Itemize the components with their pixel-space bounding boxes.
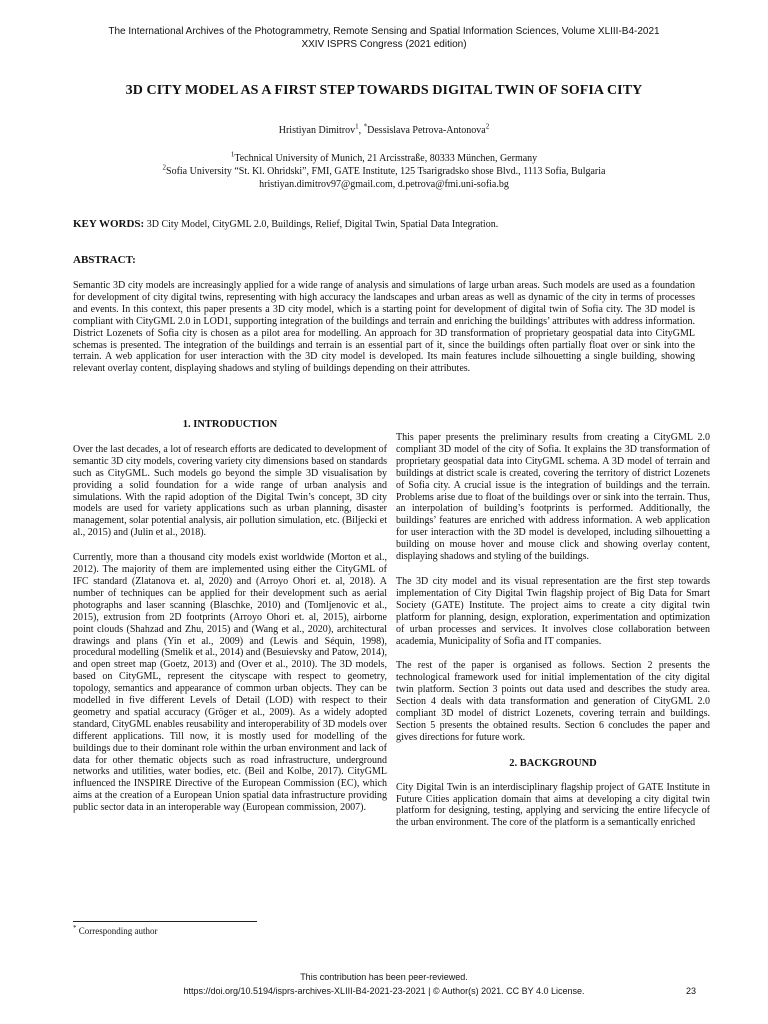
paragraph: The 3D city model and its visual representation are the first step towards implementation of City Digital Twin flagship project of Big Data for Smart Society (GATE) Institute. The project aims to create a city digital twin platform for planning, design, exploration, experimentation and optimization of urban processes and services. It involves close collaboration between academia, Municipality of Sofia and IT companies.: [396, 575, 710, 647]
paragraph: Currently, more than a thousand city models exist worldwide (Morton et al., 2012). The majority of them are implemented using either the CityGML of IFC standard (Zlatanova et. al, 2020) and (Arroyo Ohori et. al, 2018). A number of techniques can be applied for their development such as aerial photographs and laser scanning (Blaschke, 2010) and (Tomljenovic et al., 2015), extrusion from 2D footprints (Arroyo Ohori et. al, 2015), airborne point clouds (Shahzad and Zhu, 2015) and (Wang et al., 2020), architectural drawings and plans (Yin et al., 2009) and (Lewis and Séquin, 1998), procedural modelling (Smelik et al., 2014) and (Besuievsky and Patow, 2014), and open street map (Goetz, 2013) and (Over et al., 2010). The 3D models, based on CityGML, represent the cityscape with respect to geometry, topology, semantics and appearance of common urban objects. They can be modelled in five different Levels of Detail (LOD) with respect to their geometry and spatial accuracy (Gröger et al., 2009). As a widely adopted standard, CityGML enables reusability and interoperability of 3D models over different applications. Till now, it is mostly used for modelling of the buildings due to their dominant role within the urban environment and lack of data for other thematic objects such as road infrastructure, underground networks and utilities, water bodies, etc. (Beil and Kolbe, 2017). CityGML influenced the INSPIRE Directive of the European Commission (EC), which aims at the creation of a European Union spatial data infrastructure providing public sector data in an interoperable way (European commission, 2007).: [73, 552, 387, 814]
keywords: [73, 218, 695, 231]
abstract-text: Semantic 3D city models are increasingly applied for a wide range of analysis and simulations of large urban areas. Such models are used as a foundation for development of city digital twins, representing with high accuracy the landscapes and urban areas as well as dynamic of the city in terms of processes and events. In this context, this paper presents a 3D city model, which is a starting point for development of digital twin of Sofia city. The 3D model is compliant with CityGML 2.0 in LOD1, supporting integration of the buildings and terrain and enriching the buildings’ attributes with address information. District Lozenets of Sofia city is chosen as a pilot area for modelling. An approach for 3D transformation of proprietary geospatial data into CityGML schemas is presented. The integration of the buildings and terrain is an essential part of it, since the buildings often partially float over or sink into the terrain. A web application for user interaction with the 3D city model is developed. Its main features include silhouetting a single building, showing relevant overlay content, displaying shadows and styling of buildings depending on their attributes.: [73, 280, 695, 375]
section-heading-introduction: 1. INTRODUCTION: [182, 419, 278, 430]
paragraph: This paper presents the preliminary results from creating a CityGML 2.0 compliant 3D model of the city of Sofia. It explains the 3D transformation of proprietary geospatial data into CityGML schema. A 3D model of terrain and buildings at district scale is created, covering the territory of district Lozenets of Sofia city. A crucial issue is the integration of buildings and the terrain. Problems arise due to float of the buildings over or sink into the terrain. Thus, an interpolation of building’s footprints is performed. Additionally, the buildings’ features are enriched with address information. A web application for user interaction with the 3D model is developed, including silhouetting a building on mouse hover and mouse click and showing overlay content, displaying shadows and styling of the buildings.: [396, 432, 710, 563]
author-affiliation-mark: 2: [485, 122, 490, 131]
footnote-text: Corresponding author: [76, 926, 158, 936]
paragraph: Over the last decades, a lot of research efforts are dedicated to development of semantic 3D city models, covering variety city dimensions based on standards such as CityGML. Such models go beyond the simple 3D visualisation by providing a solid foundation for a wide range of urban analysis and simulations. With the rapid adoption of the Digital Twin’s concept, 3D city models are used for variety applications such as urban planning, disaster management, solar potential analysis, air pollution simulation, etc. (Biljecki et al., 2015) and (Julin et al., 2018).: [73, 443, 387, 539]
footnote-divider: [73, 921, 257, 922]
header-congress-line: XXIV ISPRS Congress (2021 edition): [301, 39, 467, 50]
section-heading-background: 2. BACKGROUND: [509, 757, 597, 769]
author-name: Dessislava Petrova-Antonova: [367, 125, 486, 136]
page-number: 23: [685, 986, 696, 996]
affiliation-mark: 2: [162, 163, 167, 172]
author-list: [60, 124, 708, 137]
footnote: [73, 926, 158, 936]
author-name: Hristiyan Dimitrov: [278, 125, 356, 136]
author-emails: hristiyan.dimitrov97@gmail.com, d.petrova@fmi.uni-sofia.bg: [259, 179, 509, 190]
author-affiliation-mark: 1: [355, 122, 359, 131]
paper-title: 3D CITY MODEL AS A FIRST STEP TOWARDS DIGITAL TWIN OF SOFIA CITY: [125, 83, 643, 98]
affiliation-mark: 1: [230, 150, 235, 159]
affiliations: [60, 152, 708, 191]
peer-review-note: This contribution has been peer-reviewed.: [300, 972, 468, 982]
author-separator: ,: [358, 125, 364, 136]
paragraph: City Digital Twin is an interdisciplinary flagship project of GATE Institute in Future Cities application domain that aims at developing a city digital twin platform for designing, testing, applying and servicing the entire lifecycle of the urban environment. The core of the platform is a semantically enriched: [396, 781, 710, 829]
paragraph: The rest of the paper is organised as follows. Section 2 presents the technological framework used for initial implementation of the city digital twin platform. Section 3 points out data used and describes the study area. Section 4 deals with data transformation and generation of CityGML 2.0 compliant 3D model of district Lozenets, covering terrain and buildings. Section 5 presents the obtained results. Section 6 concludes the paper and gives directions for future work.: [396, 660, 710, 743]
keywords-text: 3D City Model, CityGML 2.0, Buildings, Relief, Digital Twin, Spatial Data Integration.: [146, 219, 499, 230]
doi-license-line: https://doi.org/10.5194/isprs-archives-XLIII-B4-2021-23-2021 | © Author(s) 2021. CC BY 4.0 License.: [183, 986, 585, 996]
abstract-heading: ABSTRACT:: [73, 254, 136, 266]
corresponding-mark: *: [363, 122, 368, 131]
right-column: [396, 432, 710, 842]
affiliation-line: [60, 152, 708, 165]
header-journal-line: The International Archives of the Photogrammetry, Remote Sensing and Spatial Information Sciences, Volume XLIII-B4-2021: [108, 26, 660, 37]
affiliation-text: Technical University of Munich, 21 Arcisstraße, 80333 München, Germany: [234, 153, 538, 164]
footnote-mark: *: [73, 924, 77, 932]
affiliation-line: [60, 165, 708, 178]
keywords-label: KEY WORDS:: [73, 218, 145, 230]
affiliation-text: Sofia University “St. Kl. Ohridski”, FMI, GATE Institute, 125 Tsarigradsko shose Blvd., 1113 Sofia, Bulgaria: [166, 166, 606, 177]
left-column: [73, 419, 387, 827]
running-header: [60, 25, 708, 51]
